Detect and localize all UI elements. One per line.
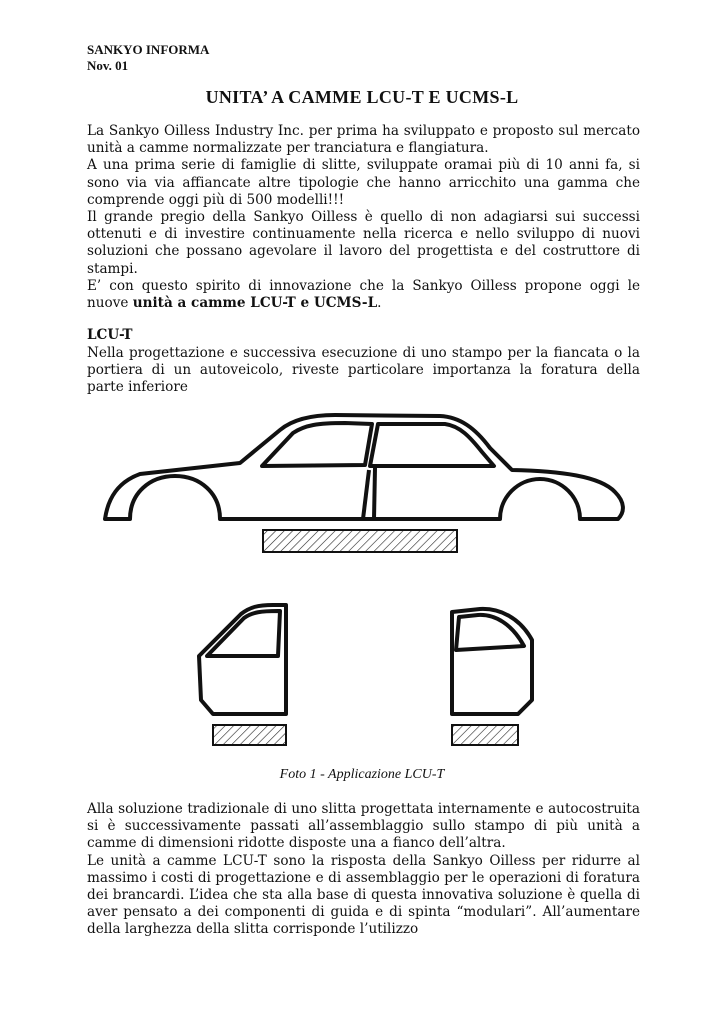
- body-section: [87, 801, 640, 939]
- intro-text-end: .: [377, 295, 382, 312]
- intro-text: E’ con questo spirito di innovazione che la Sankyo Oilless propone oggi le nuove: [87, 277, 640, 312]
- body-paragraph: Alla soluzione tradizionale di uno slitta progettata internamente e autocostruita si è successivamente passati all’assemblaggio sullo stampo di più unità a camme di dimensioni ridotte disposte una a fianco dell’altra.: [87, 801, 640, 852]
- product-name-emphasis: unità a camme LCU-T e UCMS-L: [132, 295, 378, 312]
- lcu-t-unit-block: [213, 725, 286, 745]
- body-paragraph: Le unità a camme LCU-T sono la risposta della Sankyo Oilless per ridurre al massimo i costi di progettazione e di assemblaggio per le operazioni di foratura dei brancardi. L’idea che sta alla base di questa innovativa soluzione è quella di aver pensato a dei componenti di guida e di spinta “modulari”. All’aumentare della larghezza della slitta corrisponde l’utilizzo: [87, 852, 640, 938]
- lcu-t-unit-block: [263, 530, 457, 552]
- lcu-paragraph: Nella progettazione e successiva esecuzione di uno stampo per la fiancata o la portiera di un autoveicolo, riveste particolare importanza la foratura della parte inferiore: [87, 345, 640, 396]
- lcu-t-unit-block: [452, 725, 518, 745]
- intro-paragraph: Il grande pregio della Sankyo Oilless è quello di non adagiarsi sui successi ottenuti e di investire continuamente nella ricerca e nello sviluppo di nuovi soluzioni che possano agevolare il lavoro del progettista e del costruttore di stampi.: [87, 209, 640, 277]
- document-title: UNITA’ A CAMME LCU-T E UCMS-L: [205, 87, 519, 107]
- publication-name: SANKYO INFORMA: [87, 42, 210, 57]
- figure-caption: Foto 1 - Applicazione LCU-T: [279, 767, 445, 782]
- rear-door-drawing: [452, 609, 532, 714]
- car-body-side-drawing: [105, 415, 623, 519]
- issue-date: Nov. 01: [87, 58, 129, 73]
- section-heading-lcu-t: LCU-T: [87, 327, 133, 343]
- front-door-drawing: [199, 605, 286, 714]
- intro-paragraph: A una prima serie di famiglie di slitte, sviluppate oramai più di 10 anni fa, si sono via via affiancate altre tipologie che hanno arricchito una gamma che comprende oggi più di 500 modelli!!!: [87, 157, 640, 208]
- intro-paragraph: La Sankyo Oilless Industry Inc. per prima ha sviluppato e proposto sul mercato unità a camme normalizzate per tranciatura e flangiatura.: [87, 123, 640, 157]
